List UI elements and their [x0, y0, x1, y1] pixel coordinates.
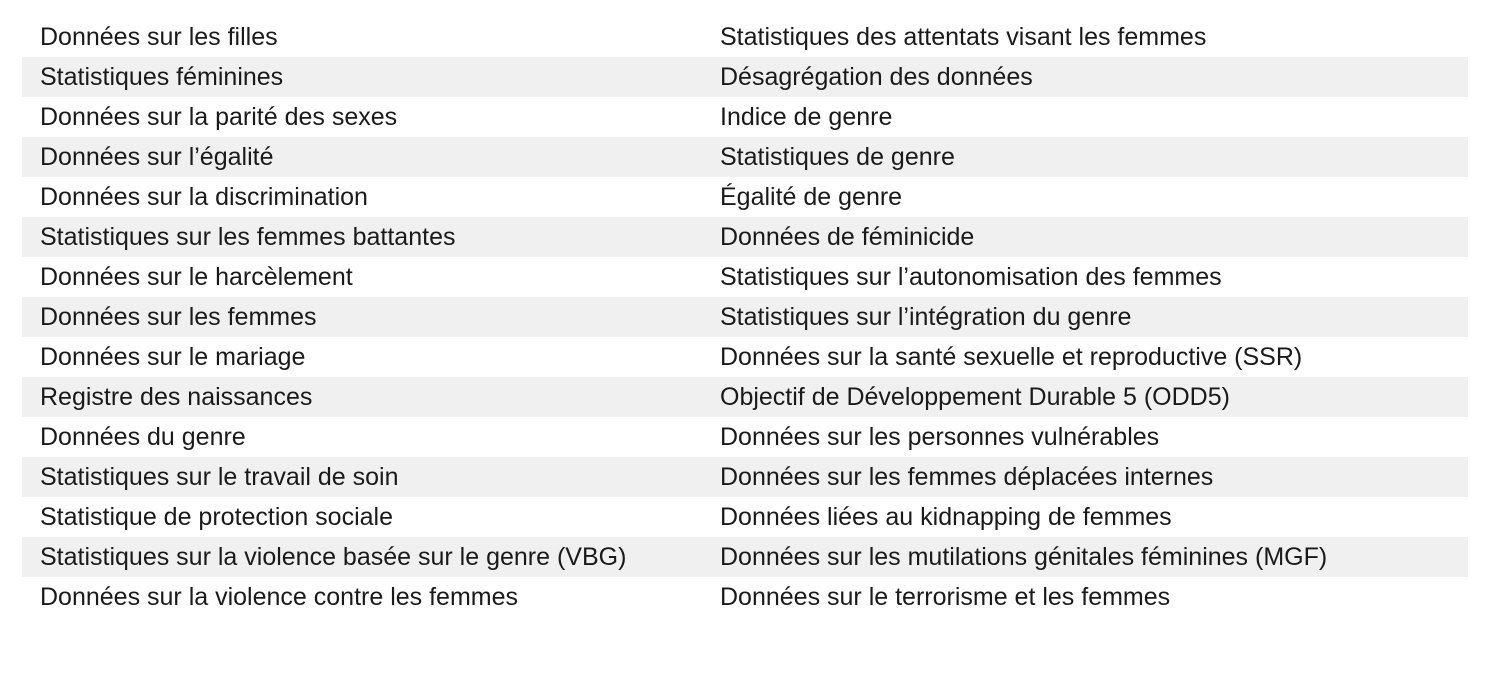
terms-table [22, 17, 1468, 617]
table-row [22, 417, 1468, 457]
table-row [22, 137, 1468, 177]
term-cell-right: Statistiques des attentats visant les femmes [720, 23, 1207, 51]
term-cell-right: Données sur la santé sexuelle et reproductive (SSR) [720, 343, 1303, 371]
term-cell-right: Objectif de Développement Durable 5 (ODD5) [702, 377, 1468, 417]
term-cell-left: Données sur le harcèlement [40, 263, 353, 291]
term-cell-right: Données sur les mutilations génitales féminines (MGF) [702, 537, 1468, 577]
term-cell-left: Données sur la discrimination [40, 183, 368, 211]
table-row [22, 97, 1468, 137]
table-row [22, 497, 1468, 537]
table-row [22, 177, 1468, 217]
term-cell-right: Égalité de genre [720, 183, 903, 211]
table-row [22, 457, 1468, 497]
term-cell-left: Données du genre [40, 423, 246, 451]
term-cell-left: Statistiques sur la violence basée sur le genre (VBG) [22, 537, 702, 577]
term-cell-left: Statistiques sur le travail de soin [22, 457, 702, 497]
term-cell-right: Statistiques sur l’autonomisation des femmes [720, 263, 1222, 291]
table-row [22, 537, 1468, 577]
term-cell-right: Indice de genre [720, 103, 893, 131]
term-cell-right: Statistiques de genre [702, 137, 1468, 177]
term-cell-right: Statistiques sur l’intégration du genre [702, 297, 1468, 337]
table-row [22, 337, 1468, 377]
term-cell-left: Données sur la violence contre les femmes [40, 583, 519, 611]
table-row [22, 257, 1468, 297]
table-row [22, 217, 1468, 257]
terms-table-body [22, 17, 1468, 617]
term-cell-left: Registre des naissances [22, 377, 702, 417]
table-row [22, 577, 1468, 617]
term-cell-left: Statistiques sur les femmes battantes [22, 217, 702, 257]
table-row [22, 57, 1468, 97]
term-cell-right: Désagrégation des données [702, 57, 1468, 97]
table-row [22, 17, 1468, 57]
table-row [22, 297, 1468, 337]
table-row [22, 377, 1468, 417]
term-cell-right: Données sur les femmes déplacées internes [702, 457, 1468, 497]
term-cell-right: Données liées au kidnapping de femmes [720, 503, 1172, 531]
term-cell-left: Statistique de protection sociale [40, 503, 393, 531]
term-cell-left: Données sur l’égalité [22, 137, 702, 177]
term-cell-left: Données sur la parité des sexes [40, 103, 398, 131]
term-cell-left: Statistiques féminines [22, 57, 702, 97]
term-cell-right: Données de féminicide [702, 217, 1468, 257]
term-cell-left: Données sur le mariage [40, 343, 306, 371]
term-cell-right: Données sur le terrorisme et les femmes [720, 583, 1171, 611]
term-cell-right: Données sur les personnes vulnérables [720, 423, 1160, 451]
term-cell-left: Données sur les femmes [22, 297, 702, 337]
term-cell-left: Données sur les filles [40, 23, 278, 51]
